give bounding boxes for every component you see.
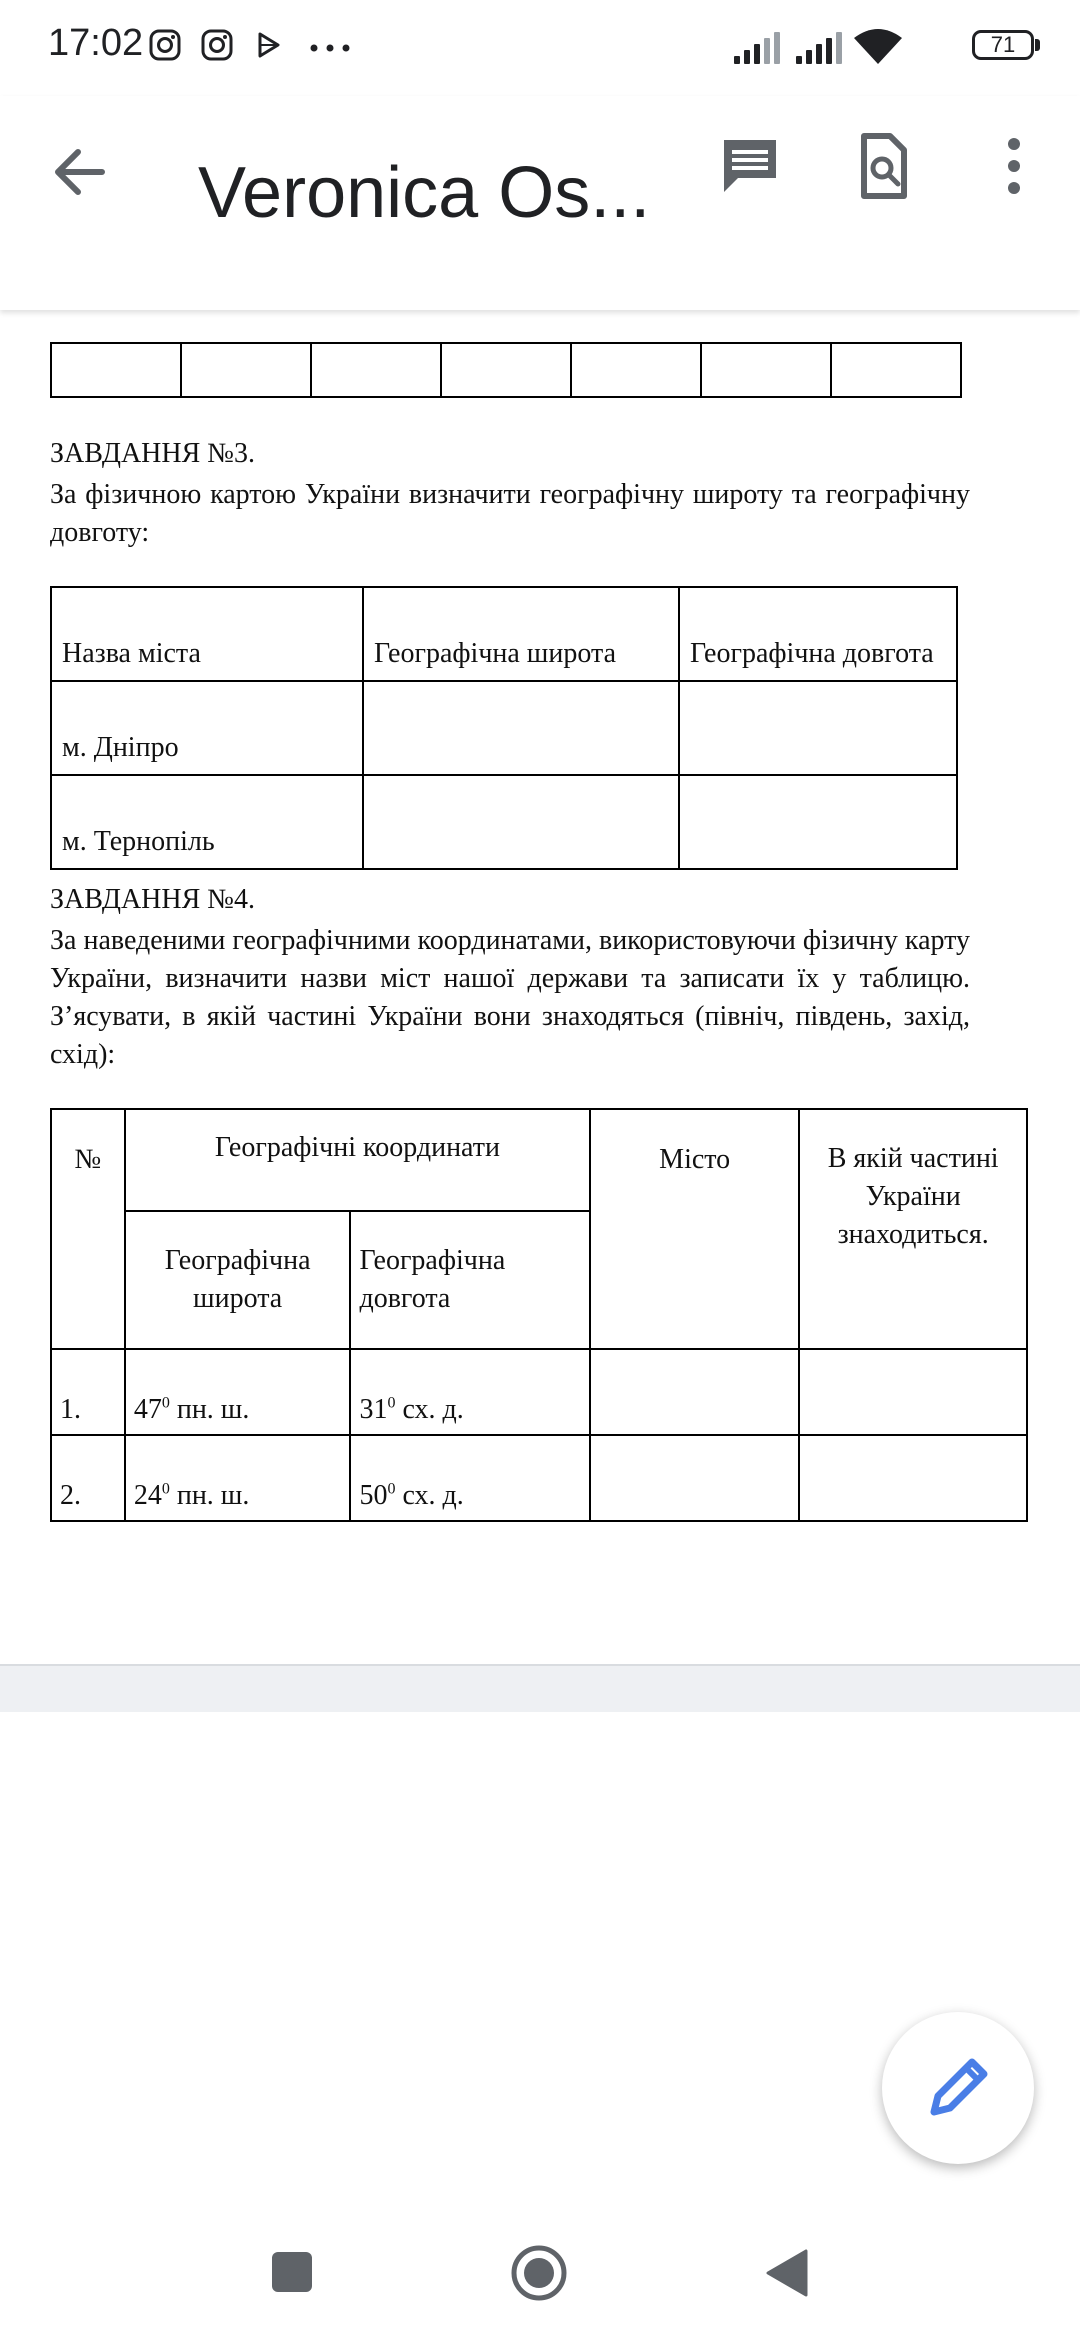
table-cell [181,343,311,397]
signal-icon [732,30,782,66]
document-page[interactable] [0,310,1080,1664]
document-title: Veronica Os... [198,153,651,233]
back-button[interactable] [40,132,120,212]
battery-tip [1035,39,1040,51]
degree-mark: 0 [387,1394,396,1412]
home-button[interactable] [510,2244,568,2302]
city-cell: м. Дніпро [51,681,363,775]
table-row [51,343,961,397]
header-latitude: Географічна широта [125,1211,351,1349]
table-row [51,775,957,869]
longitude-cell [350,1435,590,1521]
degree-mark: 0 [161,1480,170,1498]
header-coordinates: Географічні координати [125,1109,590,1211]
instagram-icon [148,28,182,62]
recents-button[interactable] [270,2250,314,2294]
square-icon [270,2250,314,2294]
table-header-row [51,587,957,681]
degree-mark: 0 [387,1480,396,1498]
task4-table [50,1108,1028,1522]
pencil-icon [882,2012,1034,2164]
signal-icon [794,30,844,66]
battery-icon [972,30,1034,60]
arrow-back-icon [40,132,120,212]
city-cell [590,1349,799,1435]
table-row [51,1435,1027,1521]
table-cell [441,343,571,397]
home-circle-icon [510,2244,568,2302]
longitude-value: 31 [359,1394,388,1425]
header-number: № [51,1109,125,1349]
wifi-icon [852,28,904,68]
latitude-cell [125,1435,351,1521]
degree-mark: 0 [161,1394,170,1412]
app-bar [0,96,1080,310]
latitude-cell [125,1349,351,1435]
city-cell: м. Тернопіль [51,775,363,869]
instagram-icon [200,28,234,62]
system-nav-bar [0,2210,1080,2340]
part-cell [799,1435,1027,1521]
table-cell [571,343,701,397]
part-cell [799,1349,1027,1435]
play-store-icon [254,28,284,62]
row-number: 1. [51,1349,125,1435]
latitude-value: 24 [133,1480,162,1511]
longitude-unit: сх. д. [395,1480,464,1511]
status-bar [0,0,1080,96]
header-latitude: Географічна широта [363,587,679,681]
table-cell [311,343,441,397]
empty-table [50,342,962,398]
table-row [51,1349,1027,1435]
battery-level: 71 [990,32,1016,57]
comment-icon [710,126,790,206]
latitude-cell [363,681,679,775]
back-nav-button[interactable] [764,2248,812,2298]
longitude-cell [679,775,957,869]
more-vert-icon [974,126,1054,206]
header-longitude: Географічна довгота [679,587,957,681]
latitude-cell [363,775,679,869]
more-notifications-icon [308,28,352,62]
status-time: 17:02 [48,22,144,64]
triangle-back-icon [764,2248,812,2298]
city-cell [590,1435,799,1521]
latitude-unit: пн. ш. [169,1480,250,1511]
find-in-page-icon [842,126,922,206]
task3-table [50,586,958,870]
table-cell [701,343,831,397]
header-longitude: Географічна довгота [350,1211,590,1349]
header-city: Назва міста [51,587,363,681]
latitude-value: 47 [133,1394,162,1425]
table-cell [51,343,181,397]
comments-button[interactable] [710,126,790,206]
latitude-unit: пн. ш. [169,1394,250,1425]
task3-text: За фізичною картою України визначити географічну широту та географічну довготу: [50,479,970,548]
longitude-cell [679,681,957,775]
header-city: Місто [590,1109,799,1349]
edit-fab-button[interactable] [882,2012,1034,2164]
task4-text: За наведеними географічними координатами, використовуючи фізичну карту України, визначити назви міст нашої держави та записати їх у таблицю. З’ясувати, в якій частині України вони знаходяться (північ, південь, захід, схід): [50,925,970,1070]
table-header-row [51,1109,1027,1211]
table-cell [831,343,961,397]
task4-heading: ЗАВДАННЯ №4. [50,884,256,915]
page-separator [0,1664,1080,1712]
more-options-button[interactable] [974,126,1054,206]
task3-heading: ЗАВДАННЯ №3. [50,438,256,469]
table-row [51,681,957,775]
longitude-unit: сх. д. [395,1394,464,1425]
row-number: 2. [51,1435,125,1521]
header-part: В якій частині України знаходиться. [799,1109,1027,1349]
longitude-cell [350,1349,590,1435]
longitude-value: 50 [359,1480,388,1511]
find-in-document-button[interactable] [842,126,922,206]
